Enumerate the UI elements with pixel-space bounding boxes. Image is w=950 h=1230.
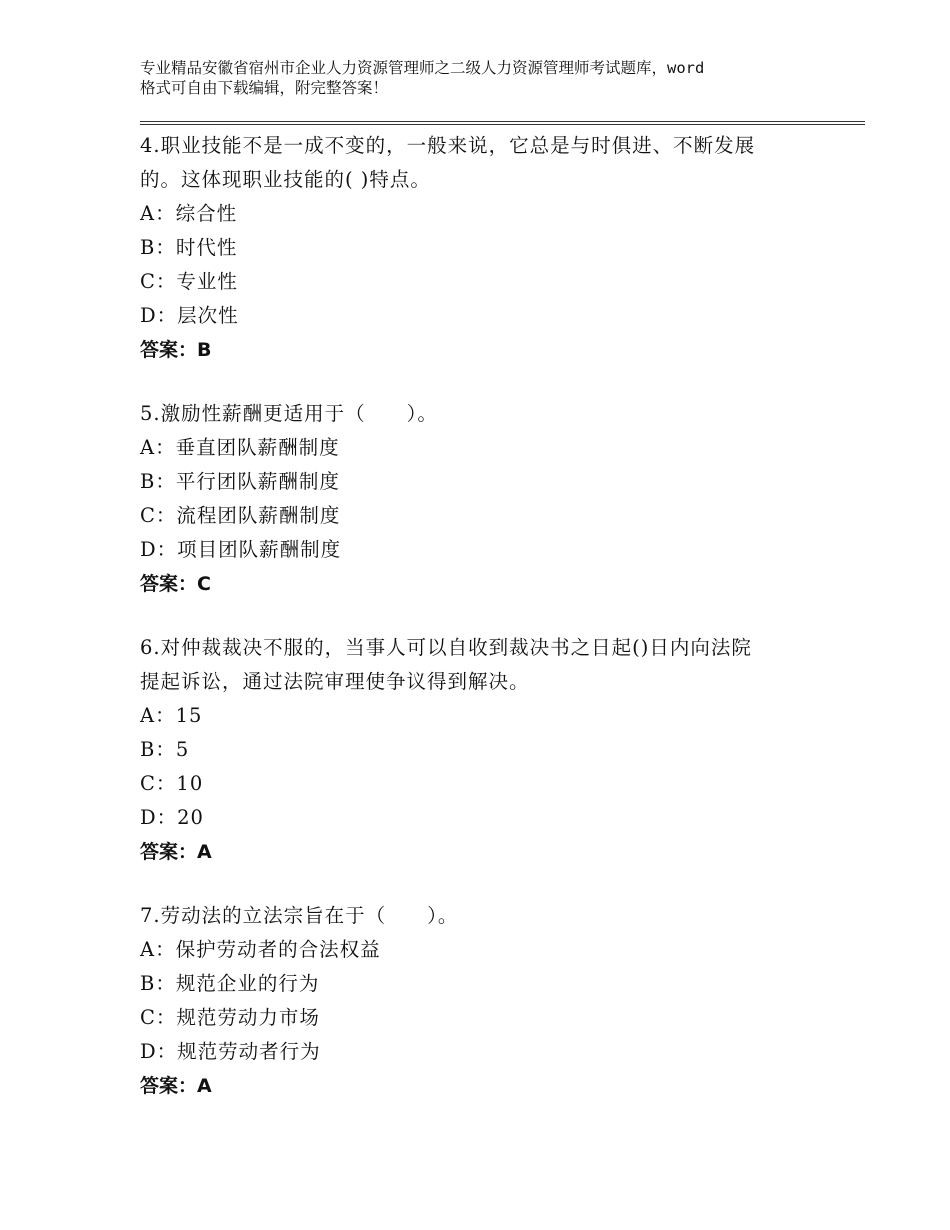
- question-7: [140, 899, 840, 1103]
- question-stem: 5.激励性薪酬更适用于（ ）。: [140, 402, 438, 425]
- answer: 答案：A: [140, 841, 212, 863]
- question-5: [140, 397, 840, 601]
- option-c: C：规范劳动力市场: [140, 1006, 320, 1029]
- option-a: A：保护劳动者的合法权益: [140, 938, 381, 961]
- header-line: 格式可自由下载编辑，附完整答案！: [140, 79, 389, 97]
- option-b: B：5: [140, 738, 190, 761]
- question-6: [140, 631, 840, 869]
- option-b: B：规范企业的行为: [140, 972, 320, 995]
- answer: 答案：C: [140, 573, 211, 595]
- answer: 答案：B: [140, 339, 212, 361]
- question-4: [140, 129, 840, 367]
- question-stem: 提起诉讼，通过法院审理使争议得到解决。: [140, 670, 530, 693]
- option-b: B：时代性: [140, 236, 238, 259]
- option-d: D：层次性: [140, 304, 239, 327]
- header-line: 专业精品安徽省宿州市企业人力资源管理师之二级人力资源管理师考试题库，word: [140, 59, 705, 77]
- option-d: D：20: [140, 806, 204, 829]
- option-a: A：15: [140, 704, 203, 727]
- header-divider: [140, 124, 865, 125]
- option-a: A：综合性: [140, 202, 238, 225]
- option-a: A：垂直团队薪酬制度: [140, 436, 340, 459]
- question-stem: 4.职业技能不是一成不变的，一般来说，它总是与时俱进、不断发展: [140, 134, 756, 157]
- option-c: C：流程团队薪酬制度: [140, 504, 341, 527]
- option-c: C：专业性: [140, 270, 238, 293]
- option-c: C：10: [140, 772, 204, 795]
- document-header: [140, 58, 840, 98]
- header-divider: [140, 121, 865, 122]
- option-d: D：规范劳动者行为: [140, 1040, 321, 1063]
- question-stem: 7.劳动法的立法宗旨在于（ ）。: [140, 904, 459, 927]
- option-b: B：平行团队薪酬制度: [140, 470, 340, 493]
- question-list: [140, 129, 840, 1133]
- question-stem: 的。这体现职业技能的( )特点。: [140, 168, 431, 191]
- answer: 答案：A: [140, 1075, 212, 1097]
- question-stem: 6.对仲裁裁决不服的，当事人可以自收到裁决书之日起()日内向法院: [140, 636, 752, 659]
- option-d: D：项目团队薪酬制度: [140, 538, 342, 561]
